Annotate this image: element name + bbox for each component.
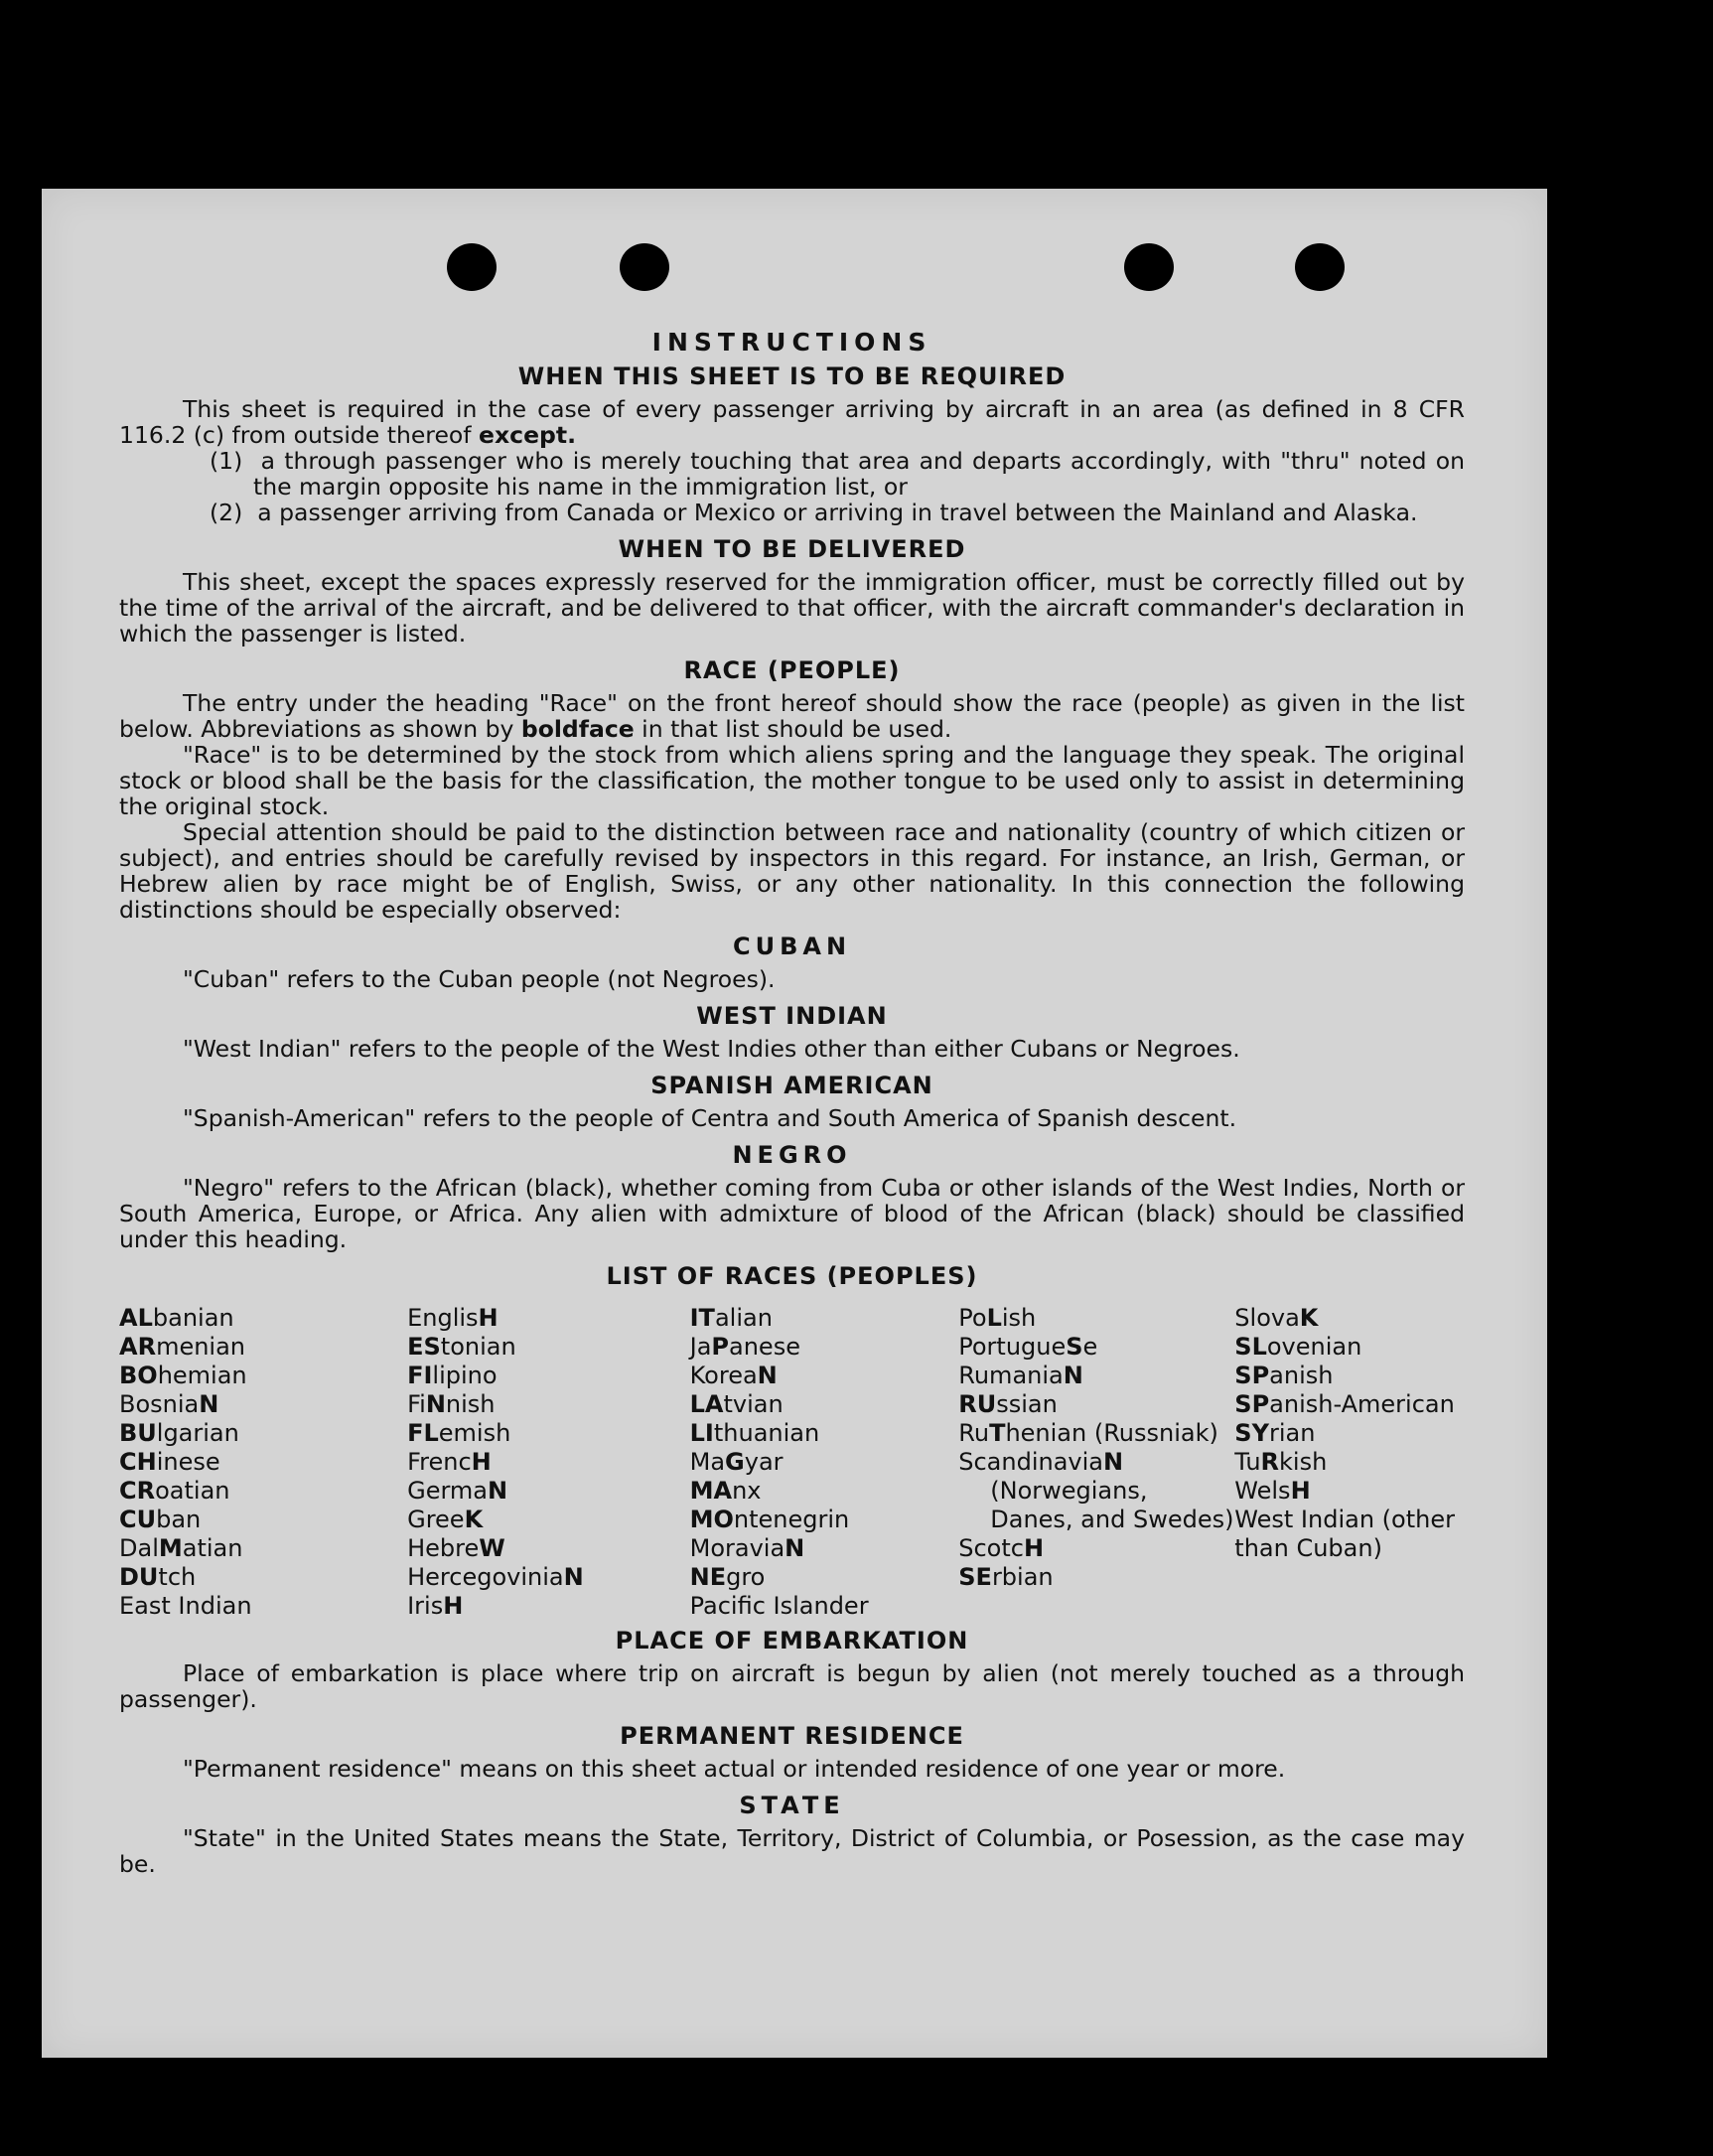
race-item: RUssian	[958, 1390, 1058, 1418]
race-item: TuRkish	[1234, 1448, 1328, 1476]
race-item: WelsH	[1234, 1477, 1311, 1505]
punch-hole	[447, 243, 497, 291]
negro-text: "Negro" refers to the African (black), whether coming from Cuba or other islands of the West Indies, North or South America, Europe, or Africa. Any alien with admixture of blood of the African (black) should be classified under this heading.	[119, 1174, 1465, 1253]
heading-list-of-races: LIST OF RACES (PEOPLES)	[606, 1262, 978, 1290]
race-item: (Norwegians, Danes, and Swedes)	[990, 1477, 1234, 1533]
race-item: NEgro	[689, 1563, 766, 1591]
race-item: EStonian	[407, 1333, 516, 1361]
heading-race: RACE (PEOPLE)	[683, 656, 901, 684]
heading-required: WHEN THIS SHEET IS TO BE REQUIRED	[517, 362, 1067, 390]
page-title: INSTRUCTIONS	[651, 328, 932, 357]
punch-hole	[620, 243, 669, 291]
race-item: MoraviaN	[689, 1534, 805, 1562]
instruction-sheet	[42, 189, 1547, 2058]
race-item: BUlgarian	[119, 1419, 239, 1447]
race-item: CUban	[119, 1506, 202, 1533]
race-paragraph-2: "Race" is to be determined by the stock from which aliens spring and the language they speak. The original stock or blood shall be the basis for the classification, the mother tongue to be used only to assist in determining the original stock.	[119, 741, 1465, 820]
race-item: GreeK	[407, 1506, 484, 1533]
race-item: MAnx	[689, 1477, 762, 1505]
residence-text: "Permanent residence" means on this sheet actual or intended residence of one year or more.	[183, 1755, 1286, 1783]
race-item: FLemish	[407, 1419, 511, 1447]
heading-cuban: CUBAN	[732, 933, 852, 960]
race-item: ScotcH	[958, 1534, 1045, 1562]
state-text: "State" in the United States means the State, Territory, District of Columbia, or Posession, as the case may be.	[119, 1824, 1465, 1878]
delivered-text: This sheet, except the spaces expressly reserved for the immigration officer, must be correctly filled out by the time of the arrival of the aircraft, and be delivered to that officer, with the aircraft commander's declaration in which the passenger is listed.	[119, 568, 1465, 647]
race-paragraph-1: The entry under the heading "Race" on the front hereof should show the race (people) as given in the list below. Abbreviations as shown by boldface in that list should be used.	[119, 689, 1465, 743]
heading-residence: PERMANENT RESIDENCE	[620, 1722, 964, 1750]
race-item: SYrian	[1234, 1419, 1316, 1447]
race-item: Pacific Islander	[689, 1592, 869, 1620]
race-item: DUtch	[119, 1563, 197, 1591]
race-item: GermaN	[407, 1477, 508, 1505]
race-item: CHinese	[119, 1448, 220, 1476]
race-item: MOntenegrin	[689, 1506, 850, 1533]
required-item-1: (1) a through passenger who is merely touching that area and departs accordingly, with "thru" noted on the margin opposite his name in the immigration list, or	[210, 447, 1465, 501]
heading-embarkation: PLACE OF EMBARKATION	[615, 1627, 969, 1654]
races-list	[119, 1304, 1465, 1621]
races-column	[119, 1304, 407, 1621]
race-item: FiNnish	[407, 1390, 496, 1418]
race-item: HercegoviniaN	[407, 1563, 584, 1591]
heading-state: STATE	[739, 1792, 845, 1819]
embarkation-text: Place of embarkation is place where trip on aircraft is begun by alien (not merely touched as a through passenger).	[119, 1659, 1465, 1713]
race-item: East Indian	[119, 1592, 252, 1620]
cuban-text: "Cuban" refers to the Cuban people (not Negroes).	[183, 965, 776, 993]
race-item: SErbian	[958, 1563, 1054, 1591]
races-column	[407, 1304, 690, 1621]
race-paragraph-3: Special attention should be paid to the distinction between race and nationality (country of which citizen or subject), and entries should be carefully revised by inspectors in this regard. For instance, an Irish, German, or Hebrew alien by race might be of English, Swiss, or any other nationality. In this connection the following distinctions should be especially observed:	[119, 818, 1465, 924]
race-item: JaPanese	[689, 1333, 800, 1361]
race-item: MaGyar	[689, 1448, 784, 1476]
heading-west-indian: WEST INDIAN	[696, 1002, 888, 1030]
required-item-2: (2) a passenger arriving from Canada or Mexico or arriving in travel between the Mainland and Alaska.	[210, 499, 1418, 526]
heading-negro: NEGRO	[732, 1141, 852, 1169]
sheet-content	[119, 328, 1465, 1877]
race-item: SPanish	[1234, 1362, 1334, 1389]
races-column	[1234, 1304, 1465, 1621]
race-item: PoLish	[958, 1304, 1037, 1332]
heading-spanish-american: SPANISH AMERICAN	[650, 1072, 933, 1099]
race-item: DalMatian	[119, 1534, 243, 1562]
race-item: RumaniaN	[958, 1362, 1083, 1389]
race-item: FIlipino	[407, 1362, 498, 1389]
race-item: FrencH	[407, 1448, 492, 1476]
races-column	[958, 1304, 1234, 1621]
race-item: PortugueSe	[958, 1333, 1098, 1361]
required-intro: This sheet is required in the case of every passenger arriving by aircraft in an area (as defined in 8 CFR 116.2 (c) from outside thereof except.	[119, 395, 1465, 449]
race-item: BosniaN	[119, 1390, 219, 1418]
race-item: SlovaK	[1234, 1304, 1319, 1332]
race-item: SLovenian	[1234, 1333, 1362, 1361]
race-item: ALbanian	[119, 1304, 234, 1332]
race-item: KoreaN	[689, 1362, 778, 1389]
race-item: ARmenian	[119, 1333, 246, 1361]
spanish-american-text: "Spanish-American" refers to the people of Centra and South America of Spanish descent.	[183, 1104, 1237, 1132]
west-indian-text: "West Indian" refers to the people of the West Indies other than either Cubans or Negroes.	[183, 1035, 1240, 1063]
race-item: ScandinaviaN	[958, 1448, 1124, 1476]
race-item: LAtvian	[689, 1390, 784, 1418]
race-item: West Indian (other than Cuban)	[1234, 1506, 1455, 1562]
races-column	[690, 1304, 959, 1621]
punch-hole	[1124, 243, 1174, 291]
race-item: HebreW	[407, 1534, 505, 1562]
heading-delivered: WHEN TO BE DELIVERED	[618, 535, 966, 563]
race-item: BOhemian	[119, 1362, 247, 1389]
race-item: SPanish-American	[1234, 1390, 1455, 1418]
race-item: EnglisH	[407, 1304, 499, 1332]
race-item: CRoatian	[119, 1477, 230, 1505]
punch-hole	[1295, 243, 1345, 291]
race-item: LIthuanian	[689, 1419, 820, 1447]
race-item: ITalian	[689, 1304, 773, 1332]
race-item: IrisH	[407, 1592, 464, 1620]
race-item: RuThenian (Russniak)	[958, 1419, 1218, 1447]
